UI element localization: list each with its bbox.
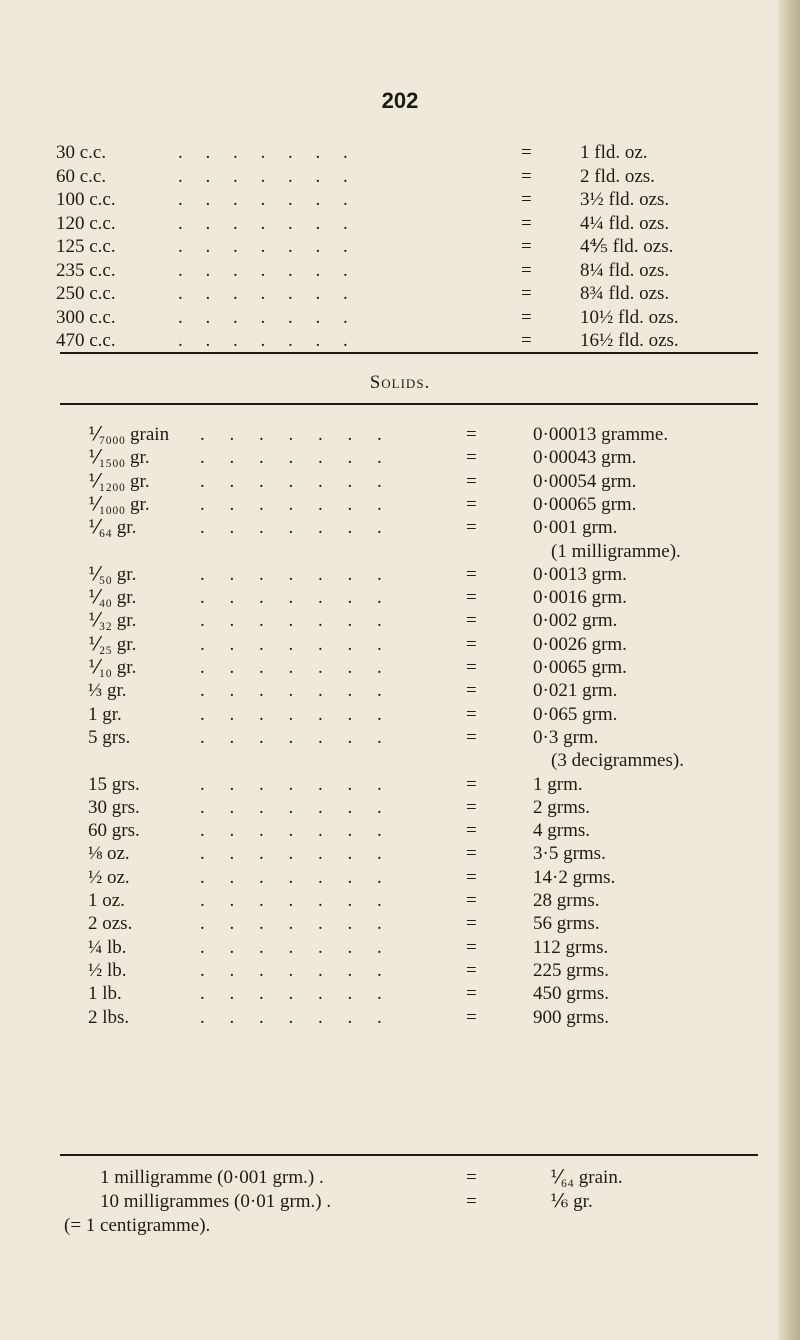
fluids-value: 16½ fld. ozs. xyxy=(580,330,679,351)
footer-note: (= 1 centigramme). xyxy=(64,1215,211,1236)
solids-row xyxy=(88,913,740,935)
solids-row xyxy=(88,680,740,702)
leader-dots: . . . . . . . xyxy=(200,470,382,492)
fluids-label: 470 c.c. xyxy=(56,330,116,351)
fluids-row xyxy=(56,260,740,282)
equals-sign: = xyxy=(521,142,532,163)
equals-sign: = xyxy=(466,820,477,842)
solids-row xyxy=(88,494,740,516)
equals-sign: = xyxy=(466,1167,477,1188)
fluids-row xyxy=(56,166,740,188)
equals-sign: = xyxy=(466,470,477,492)
solids-row xyxy=(88,424,740,446)
solids-value: 900 grms. xyxy=(533,1006,609,1028)
solids-value: 28 grms. xyxy=(533,890,600,911)
fluids-value: 4⅘ fld. ozs. xyxy=(580,236,674,257)
footer-label: 10 milligrammes (0·01 grm.) . xyxy=(100,1190,332,1212)
leader-dots: . . . . . . . xyxy=(200,959,382,981)
solids-value: 1 grm. xyxy=(533,773,583,795)
footer-value: ⅟₆₄ grain. xyxy=(550,1167,623,1188)
solids-value: 0·00054 grm. xyxy=(533,470,637,492)
solids-value: 0·065 grm. xyxy=(533,703,618,725)
equals-sign: = xyxy=(521,306,532,328)
leader-dots: . . . . . . . xyxy=(178,165,348,187)
leader-dots: . . . . . . . xyxy=(200,424,382,445)
footer-row xyxy=(100,1167,740,1189)
equals-sign: = xyxy=(466,913,477,935)
solids-row xyxy=(88,517,740,539)
solids-label: ⅟₆₄ gr. xyxy=(88,517,137,539)
solids-row xyxy=(88,704,740,726)
leader-dots: . . . . . . . xyxy=(178,142,348,163)
solids-row xyxy=(88,657,740,679)
fluids-row xyxy=(56,189,740,211)
leader-dots: . . . . . . . xyxy=(200,657,382,678)
equals-sign: = xyxy=(466,843,477,865)
solids-row xyxy=(88,937,740,959)
leader-dots: . . . . . . . xyxy=(200,726,382,748)
fluids-label: 100 c.c. xyxy=(56,189,116,210)
rule-middle xyxy=(60,403,758,405)
fluids-label: 125 c.c. xyxy=(56,236,116,257)
fluids-value: 8¾ fld. ozs. xyxy=(580,283,670,304)
fluids-row xyxy=(56,283,740,305)
solids-value: 3·5 grms. xyxy=(533,843,606,865)
solids-label: 1 lb. xyxy=(88,983,122,1005)
solids-label: 5 grs. xyxy=(88,726,131,748)
solids-value: 0·0016 grm. xyxy=(533,587,627,609)
rule-bottom xyxy=(60,1154,758,1156)
equals-sign: = xyxy=(466,703,477,725)
leader-dots: . . . . . . . xyxy=(200,843,382,865)
solids-row xyxy=(88,867,740,889)
solids-label: 2 ozs. xyxy=(88,913,133,935)
equals-sign: = xyxy=(466,610,477,632)
equals-sign: = xyxy=(466,517,477,539)
fluids-label: 60 c.c. xyxy=(56,165,107,187)
solids-row xyxy=(88,983,740,1005)
solids-row xyxy=(88,634,740,656)
fluids-label: 235 c.c. xyxy=(56,259,116,281)
solids-label: ⅟₁₀₀₀ gr. xyxy=(88,493,150,515)
leader-dots: . . . . . . . xyxy=(200,936,382,958)
solids-label: 30 grs. xyxy=(88,796,140,818)
solids-label: ⅟₂₅ gr. xyxy=(88,633,137,655)
fluids-value: 8¼ fld. ozs. xyxy=(580,259,670,281)
solids-label: ⅟₇₀₀₀ grain xyxy=(88,424,170,445)
leader-dots: . . . . . . . xyxy=(178,306,348,328)
leader-dots: . . . . . . . xyxy=(200,680,382,702)
page-number: 202 xyxy=(381,88,419,113)
equals-sign: = xyxy=(466,726,477,748)
solids-label: ⅟₁₂₀₀ gr. xyxy=(88,470,150,492)
leader-dots: . . . . . . . xyxy=(200,1006,382,1028)
footer-row xyxy=(100,1191,740,1213)
solids-value: 14·2 grms. xyxy=(533,866,616,888)
solids-row xyxy=(88,797,740,819)
solids-value: 2 grms. xyxy=(533,796,590,818)
solids-note: (1 milligramme). xyxy=(551,540,681,562)
solids-row xyxy=(88,960,740,982)
solids-value: 225 grms. xyxy=(533,959,609,981)
fluids-value: 3½ fld. ozs. xyxy=(580,189,670,210)
fluids-value: 2 fld. ozs. xyxy=(580,165,655,187)
leader-dots: . . . . . . . xyxy=(200,493,382,515)
equals-sign: = xyxy=(466,796,477,818)
equals-sign: = xyxy=(466,657,477,678)
solids-value: 112 grms. xyxy=(533,936,609,958)
solids-label: ⅟₄₀ gr. xyxy=(88,587,137,609)
solids-value: 0·00065 grm. xyxy=(533,493,637,515)
leader-dots: . . . . . . . xyxy=(178,330,348,351)
solids-value: 0·021 grm. xyxy=(533,680,618,702)
equals-sign: = xyxy=(466,890,477,911)
equals-sign: = xyxy=(466,493,477,515)
solids-row xyxy=(88,774,740,796)
solids-heading: Solids. xyxy=(369,372,431,393)
fluids-label: 250 c.c. xyxy=(56,283,116,304)
leader-dots: . . . . . . . xyxy=(200,447,382,469)
equals-sign: = xyxy=(466,1190,477,1212)
equals-sign: = xyxy=(521,165,532,187)
solids-note: (3 decigrammes). xyxy=(551,750,684,772)
solids-label: ¼ lb. xyxy=(88,936,127,958)
solids-row xyxy=(88,820,740,842)
solids-value: 0·0065 grm. xyxy=(533,657,627,678)
fluids-label: 120 c.c. xyxy=(56,212,116,234)
leader-dots: . . . . . . . xyxy=(200,866,382,888)
equals-sign: = xyxy=(466,447,477,469)
solids-value: 56 grms. xyxy=(533,913,600,935)
solids-label: ⅟₁₅₀₀ gr. xyxy=(88,447,150,469)
footer-label: 1 milligramme (0·001 grm.) . xyxy=(100,1167,324,1188)
solids-label: 2 lbs. xyxy=(88,1006,130,1028)
solids-value: 4 grms. xyxy=(533,820,590,842)
fluids-row xyxy=(56,213,740,235)
solids-value: 0·0013 grm. xyxy=(533,563,627,585)
equals-sign: = xyxy=(466,1006,477,1028)
leader-dots: . . . . . . . xyxy=(200,517,382,539)
equals-sign: = xyxy=(521,212,532,234)
solids-label: 15 grs. xyxy=(88,773,140,795)
solids-row xyxy=(88,447,740,469)
equals-sign: = xyxy=(466,866,477,888)
solids-value: 0·3 grm. xyxy=(533,726,599,748)
fluids-value: 4¼ fld. ozs. xyxy=(580,212,670,234)
leader-dots: . . . . . . . xyxy=(178,189,348,210)
leader-dots: . . . . . . . xyxy=(200,913,382,935)
equals-sign: = xyxy=(466,773,477,795)
solids-row xyxy=(88,1007,740,1029)
solids-label: ½ oz. xyxy=(88,866,130,888)
solids-value: 0·00013 gramme. xyxy=(533,424,669,445)
equals-sign: = xyxy=(466,424,477,445)
solids-row xyxy=(88,610,740,632)
solids-label: ⅛ oz. xyxy=(88,843,130,865)
leader-dots: . . . . . . . xyxy=(178,259,348,281)
leader-dots: . . . . . . . xyxy=(200,890,382,911)
fluids-label: 300 c.c. xyxy=(56,306,116,328)
solids-value: 0·001 grm. xyxy=(533,517,618,539)
leader-dots: . . . . . . . xyxy=(178,212,348,234)
leader-dots: . . . . . . . xyxy=(200,633,382,655)
fluids-row xyxy=(56,142,740,164)
leader-dots: . . . . . . . xyxy=(200,703,382,725)
leader-dots: . . . . . . . xyxy=(178,236,348,257)
equals-sign: = xyxy=(466,563,477,585)
equals-sign: = xyxy=(466,633,477,655)
rule-top xyxy=(60,352,758,354)
solids-label: ½ lb. xyxy=(88,959,127,981)
equals-sign: = xyxy=(521,330,532,351)
footer-value: ⅙ gr. xyxy=(550,1190,593,1212)
solids-label: 60 grs. xyxy=(88,820,140,842)
equals-sign: = xyxy=(521,189,532,210)
leader-dots: . . . . . . . xyxy=(200,820,382,842)
leader-dots: . . . . . . . xyxy=(200,610,382,632)
equals-sign: = xyxy=(466,680,477,702)
equals-sign: = xyxy=(521,283,532,304)
solids-label: ⅟₁₀ gr. xyxy=(88,657,137,678)
leader-dots: . . . . . . . xyxy=(200,587,382,609)
fluids-row xyxy=(56,330,740,352)
leader-dots: . . . . . . . xyxy=(178,283,348,304)
fluids-label: 30 c.c. xyxy=(56,142,107,163)
fluids-row xyxy=(56,236,740,258)
page-edge xyxy=(778,0,800,1340)
solids-row xyxy=(88,587,740,609)
equals-sign: = xyxy=(466,587,477,609)
solids-row xyxy=(88,564,740,586)
solids-label: 1 oz. xyxy=(88,890,125,911)
solids-value: 0·002 grm. xyxy=(533,610,618,632)
equals-sign: = xyxy=(466,983,477,1005)
solids-label: 1 gr. xyxy=(88,703,122,725)
solids-row xyxy=(88,890,740,912)
leader-dots: . . . . . . . xyxy=(200,796,382,818)
fluids-row xyxy=(56,307,740,329)
equals-sign: = xyxy=(466,959,477,981)
solids-row xyxy=(88,727,740,749)
solids-row xyxy=(88,843,740,865)
solids-value: 0·0026 grm. xyxy=(533,633,627,655)
equals-sign: = xyxy=(521,236,532,257)
leader-dots: . . . . . . . xyxy=(200,773,382,795)
solids-value: 450 grms. xyxy=(533,983,609,1005)
equals-sign: = xyxy=(521,259,532,281)
solids-label: ⅓ gr. xyxy=(88,680,127,702)
equals-sign: = xyxy=(466,936,477,958)
solids-label: ⅟₃₂ gr. xyxy=(88,610,137,632)
solids-label: ⅟₅₀ gr. xyxy=(88,563,137,585)
solids-value: 0·00043 grm. xyxy=(533,447,637,469)
fluids-value: 1 fld. oz. xyxy=(580,142,648,163)
leader-dots: . . . . . . . xyxy=(200,983,382,1005)
fluids-value: 10½ fld. ozs. xyxy=(580,306,679,328)
solids-row xyxy=(88,471,740,493)
leader-dots: . . . . . . . xyxy=(200,563,382,585)
